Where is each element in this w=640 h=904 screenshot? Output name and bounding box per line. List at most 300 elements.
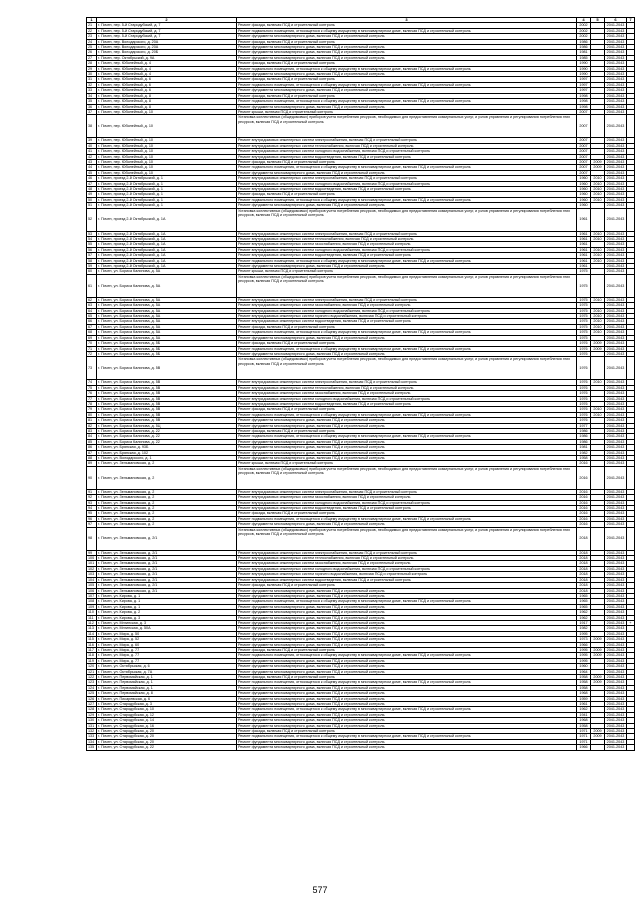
cell-row-number: 117 [87, 647, 97, 652]
cell-planned-period: 2041-2043 [605, 192, 627, 197]
repair-plan-table [86, 17, 635, 751]
cell-work-type: Ремонт фундамента многоквартирного дома, включая ПСД и строительный контроль [237, 588, 577, 593]
cell-row-number: 27 [87, 55, 97, 60]
cell-work-type: Ремонт внутридомовых инженерных систем электроснабжения, включая ПСД и строительный контроль [237, 489, 577, 494]
cell-planned-period: 2041-2043 [605, 428, 627, 433]
cell-build-year: 2007 [577, 149, 591, 154]
cell-build-year: 1917 [577, 620, 591, 625]
cell-planned-period: 2041-2043 [605, 165, 627, 170]
cell-last-repair-year [591, 357, 605, 380]
cell-work-type: Ремонт внутридомовых инженерных систем газоснабжения, включая ПСД и строительный контроль [237, 561, 577, 566]
cell-row-number: 106 [87, 588, 97, 593]
cell-work-type: Ремонт внутридомовых инженерных систем электроснабжения, включая ПСД и строительный контроль [237, 176, 577, 181]
cell-planned-period: 2041-2043 [605, 572, 627, 577]
cell-planned-period: 2041-2043 [605, 159, 627, 164]
cell-build-year: 2018 [577, 527, 591, 550]
cell-work-type: Ремонт фундамента многоквартирного дома, включая ПСД и строительный контроль [237, 55, 577, 60]
cell-address: г. Почеп, пер. Юбилейный, д. 10 [97, 115, 237, 138]
cell-address: г. Почеп, ул. Зельмановская, д. 2/1 [97, 566, 237, 571]
cell-planned-period: 2041-2043 [605, 615, 627, 620]
cell-planned-period: 2041-2043 [605, 77, 627, 82]
cell-build-year: 2002 [577, 23, 591, 28]
cell-planned-period: 2041-2043 [605, 680, 627, 685]
cell-row-number: 82 [87, 423, 97, 428]
cell-planned-period: 2041-2043 [605, 82, 627, 87]
cell-row-number: 55 [87, 242, 97, 247]
cell-planned-period: 2041-2043 [605, 466, 627, 489]
cell-planned-period: 2041-2043 [605, 401, 627, 406]
cell-planned-period: 2041-2043 [605, 696, 627, 701]
cell-row-number: 123 [87, 680, 97, 685]
cell-build-year: 1981 [577, 50, 591, 55]
cell-last-repair-year [591, 208, 605, 231]
cell-row-number: 60 [87, 269, 97, 274]
cell-work-type: Ремонт фундамента многоквартирного дома, включая ПСД и строительный контроль [237, 456, 577, 461]
document-sheet [86, 17, 634, 751]
cell-build-year: 1968 [577, 691, 591, 696]
cell-row-number: 71 [87, 346, 97, 351]
cell-row-number: 40 [87, 143, 97, 148]
cell-build-year: 1986 [577, 428, 591, 433]
cell-address: г. Почеп, ул. Бориса Калинова, д. 5В [97, 412, 237, 417]
cell-address: г. Почеп, проезд 2-й Октябрьский, д. 1А [97, 208, 237, 231]
cell-work-type: Ремонт фундамента многоквартирного дома, включая ПСД и строительный контроль [237, 691, 577, 696]
cell-last-repair-year: 2009 [591, 341, 605, 346]
cell-address: г. Почеп, ул. Бориса Калинова, д. 5А [97, 330, 237, 335]
cell-build-year: 1976 [577, 407, 591, 412]
cell-last-repair-year: 2010 [591, 237, 605, 242]
table-row [87, 745, 635, 750]
cell-address: г. Почеп, пер. Юбилейный, д. 10 [97, 159, 237, 164]
cell-work-type: Ремонт фундамента многоквартирного дома, включая ПСД и строительный контроль [237, 712, 577, 717]
cell-address: г. Почеп, ул. Бориса Калинова, д. 5А [97, 308, 237, 313]
cell-planned-period: 2041-2043 [605, 34, 627, 39]
cell-address: г. Почеп, ул. Мира, д. 60 [97, 642, 237, 647]
cell-row-number: 28 [87, 61, 97, 66]
cell-planned-period: 2041-2043 [605, 675, 627, 680]
cell-address: г. Почеп, пер. Юбилейный, д. 4 [97, 72, 237, 77]
cell-work-type: Ремонт фундамента многоквартирного дома, включая ПСД и строительный контроль [237, 593, 577, 598]
cell-work-type: Ремонт фундамента многоквартирного дома, включая ПСД и строительный контроль [237, 696, 577, 701]
cell-build-year: 1962 [577, 615, 591, 620]
cell-planned-period: 2041-2043 [605, 203, 627, 208]
cell-build-year: 1961 [577, 208, 591, 231]
cell-work-type: Ремонт фундамента многоквартирного дома, включая ПСД и строительный контроль [237, 664, 577, 669]
cell-address: г. Почеп, ул. Бориса Калинова, д. 5А [97, 335, 237, 340]
cell-build-year: 1968 [577, 718, 591, 723]
cell-work-type: Ремонт фундамента многоквартирного дома, включая ПСД и строительный контроль [237, 620, 577, 625]
cell-address: г. Почеп, пер. 5-й Стародубский, д. 7 [97, 28, 237, 33]
cell-address: г. Почеп, ул. Бориса Калинова, д. 5А [97, 303, 237, 308]
cell-build-year: 1960 [577, 186, 591, 191]
cell-row-number: 89 [87, 461, 97, 466]
cell-row-number: 97 [87, 522, 97, 527]
cell-address: г. Почеп, ул. Бориса Калинова, д. 5В [97, 357, 237, 380]
cell-work-type: Ремонт фундамента многоквартирного дома, включая ПСД и строительный контроль [237, 615, 577, 620]
cell-work-type: Ремонт внутридомовых инженерных систем электроснабжения, включая ПСД и строительный контроль [237, 138, 577, 143]
cell-address: г. Почеп, ул. Бориса Калинова, д. 22 [97, 434, 237, 439]
cell-row-number: 112 [87, 620, 97, 625]
cell-row-number: 52 [87, 208, 97, 231]
cell-build-year: 1962 [577, 707, 591, 712]
cell-last-repair-year: 2010 [591, 319, 605, 324]
cell-address: г. Почеп, ул. Зельмановская, д. 2 [97, 500, 237, 505]
cell-address: г. Почеп, пер. 5-й Стародубский, д. 7 [97, 23, 237, 28]
cell-work-type: Ремонт внутридомовых инженерных систем холодного водоснабжения, включая ПСД и строительный контроль [237, 181, 577, 186]
cell-build-year: 2016 [577, 495, 591, 500]
cell-work-type: Ремонт фундамента многоквартирного дома, включая ПСД и строительный контроль [237, 439, 577, 444]
cell-address: г. Почеп, ул. Бориса Калинова, д. 5А [97, 319, 237, 324]
cell-build-year: 1976 [577, 391, 591, 396]
cell-work-type: Ремонт внутридомовых инженерных систем холодного водоснабжения, включая ПСД и строительный контроль [237, 247, 577, 252]
cell-work-type: Ремонт фасада, включая ПСД и строительный контроль [237, 511, 577, 516]
cell-planned-period: 2041-2043 [605, 357, 627, 380]
cell-work-type: Ремонт крыши, включая ПСД и строительный контроль [237, 461, 577, 466]
cell-build-year: 1959 [577, 696, 591, 701]
cell-row-number: 76 [87, 391, 97, 396]
cell-planned-period: 2041-2043 [605, 718, 627, 723]
cell-last-repair-year: 2010 [591, 247, 605, 252]
cell-planned-period: 2041-2043 [605, 664, 627, 669]
cell-row-number: 118 [87, 653, 97, 658]
cell-address: г. Почеп, ул. Стародубская, д. 22 [97, 745, 237, 750]
cell-build-year: 1998 [577, 104, 591, 109]
cell-planned-period: 2041-2043 [605, 319, 627, 324]
cell-last-repair-year: 2010 [591, 412, 605, 417]
cell-last-repair-year: 2010 [591, 176, 605, 181]
cell-build-year: 1971 [577, 734, 591, 739]
cell-work-type: Ремонт подвального помещения, относящегося к общему имуществу в многоквартирном доме, включая ПСД и строительный контроль [237, 165, 577, 170]
cell-row-number: 45 [87, 170, 97, 175]
column-header-4: 4 [577, 18, 591, 23]
cell-planned-period: 2041-2043 [605, 620, 627, 625]
cell-address: г. Почеп, ул. Мглинская, д. 50А [97, 626, 237, 631]
cell-row-number: 127 [87, 702, 97, 707]
cell-work-type: Ремонт фасада, включая ПСД и строительный контроль [237, 159, 577, 164]
cell-work-type: Ремонт фасада, включая ПСД и строительный контроль [237, 61, 577, 66]
cell-address: г. Почеп, пер. Юбилейный, д. 6 [97, 88, 237, 93]
cell-row-number: 42 [87, 154, 97, 159]
cell-row-number: 25 [87, 45, 97, 50]
cell-row-number: 114 [87, 631, 97, 636]
cell-planned-period: 2041-2043 [605, 335, 627, 340]
cell-build-year: 1976 [577, 401, 591, 406]
cell-build-year: 1998 [577, 93, 591, 98]
cell-row-number: 75 [87, 385, 97, 390]
cell-row-number: 115 [87, 637, 97, 642]
cell-address: г. Почеп, проезд 2-й Октябрьский, д. 1 [97, 197, 237, 202]
cell-planned-period: 2041-2043 [605, 745, 627, 750]
cell-work-type: Ремонт фундамента многоквартирного дома, включая ПСД и строительный контроль [237, 445, 577, 450]
cell-planned-period: 2041-2043 [605, 593, 627, 598]
cell-row-number: 47 [87, 181, 97, 186]
cell-build-year: 1958 [577, 685, 591, 690]
cell-build-year: 2007 [577, 154, 591, 159]
cell-build-year: 1976 [577, 346, 591, 351]
cell-work-type: Ремонт внутридомовых инженерных систем холодного водоснабжения, включая ПСД и строительный контроль [237, 149, 577, 154]
cell-row-number: 62 [87, 297, 97, 302]
cell-row-number: 49 [87, 192, 97, 197]
cell-last-repair-year: 2010 [591, 258, 605, 263]
cell-build-year: 1986 [577, 439, 591, 444]
cell-build-year: 1975 [577, 274, 591, 297]
cell-work-type: Ремонт внутридомовых инженерных систем горячего водоснабжения, включая ПСД и строительный контроль [237, 572, 577, 577]
cell-row-number: 102 [87, 566, 97, 571]
cell-build-year: 1961 [577, 258, 591, 263]
cell-work-type: Ремонт внутридомовых инженерных систем водоотведения, включая ПСД и строительный контроль [237, 506, 577, 511]
cell-build-year: 1958 [577, 723, 591, 728]
cell-address: г. Почеп, ул. Бориса Калинова, д. 5А [97, 274, 237, 297]
cell-row-number: 24 [87, 39, 97, 44]
cell-planned-period: 2041-2043 [605, 181, 627, 186]
cell-row-number: 57 [87, 253, 97, 258]
cell-work-type: Ремонт фасада, включая ПСД и строительный контроль [237, 341, 577, 346]
cell-planned-period: 2041-2043 [605, 61, 627, 66]
cell-build-year: 1986 [577, 45, 591, 50]
cell-planned-period: 2041-2043 [605, 186, 627, 191]
cell-address: г. Почеп, ул. Кирова, д. 1 [97, 599, 237, 604]
cell-last-repair-year: 2010 [591, 181, 605, 186]
cell-work-type: Ремонт фундамента многоквартирного дома, включая ПСД и строительный контроль [237, 351, 577, 356]
cell-build-year: 1961 [577, 237, 591, 242]
cell-address: г. Почеп, ул. Стародубская, д. 3 [97, 702, 237, 707]
cell-work-type: Установка коллективных (общедомовых) приборов учета потребления ресурсов, необходимых для предоставления коммунальных услуг, и узлов управления и регулирования потребления этих ресурсов, включая ПСД и строительный контроль [237, 527, 577, 550]
cell-last-repair-year: 2010 [591, 314, 605, 319]
cell-planned-period: 2041-2043 [605, 495, 627, 500]
cell-address: г. Почеп, ул. Зельмановская, д. 2/1 [97, 561, 237, 566]
cell-work-type: Ремонт внутридомовых инженерных систем водоотведения, включая ПСД и строительный контроль [237, 319, 577, 324]
cell-planned-period: 2041-2043 [605, 407, 627, 412]
cell-planned-period: 2041-2043 [605, 577, 627, 582]
cell-row-number: 105 [87, 583, 97, 588]
cell-build-year: 2007 [577, 165, 591, 170]
cell-build-year: 1995 [577, 631, 591, 636]
cell-address: г. Почеп, ул. Стародубская, д. 20 [97, 734, 237, 739]
cell-build-year: 1965 [577, 593, 591, 598]
cell-row-number: 41 [87, 149, 97, 154]
cell-work-type: Ремонт фундамента многоквартирного дома, включая ПСД и строительный контроль [237, 45, 577, 50]
cell-row-number: 113 [87, 626, 97, 631]
cell-planned-period: 2041-2043 [605, 702, 627, 707]
cell-planned-period: 2041-2043 [605, 149, 627, 154]
cell-work-type: Ремонт фундамента многоквартирного дома, включая ПСД и строительный контроль [237, 669, 577, 674]
cell-build-year: 1960 [577, 181, 591, 186]
cell-last-repair-year [591, 527, 605, 550]
cell-work-type: Ремонт фундамента многоквартирного дома, включая ПСД и строительный контроль [237, 418, 577, 423]
cell-planned-period: 2041-2043 [605, 653, 627, 658]
cell-address: г. Почеп, ул. Зельмановская, д. 2 [97, 516, 237, 521]
cell-address: г. Почеп, ул. Бориса Калинова, д. 5В [97, 407, 237, 412]
cell-address: г. Почеп, ул. Октябрьская, д. 6 [97, 664, 237, 669]
cell-work-type: Ремонт крыши, включая ПСД и строительный контроль [237, 269, 577, 274]
cell-build-year: 1975 [577, 330, 591, 335]
cell-planned-period: 2041-2043 [605, 500, 627, 505]
cell-address: г. Почеп, пер. Володарского, д. 20А [97, 45, 237, 50]
cell-last-repair-year: 2010 [591, 186, 605, 191]
cell-work-type: Ремонт внутридомовых инженерных систем горячего водоснабжения, включая ПСД и строительный контроль [237, 314, 577, 319]
cell-build-year: 1976 [577, 385, 591, 390]
cell-work-type: Ремонт внутридомовых инженерных систем водоотведения, включая ПСД и строительный контроль [237, 154, 577, 159]
cell-planned-period: 2041-2043 [605, 23, 627, 28]
cell-planned-period: 2041-2043 [605, 631, 627, 636]
cell-build-year: 2002 [577, 34, 591, 39]
cell-address: г. Почеп, пер. Юбилейный, д. 8 [97, 99, 237, 104]
cell-row-number: 108 [87, 599, 97, 604]
cell-build-year: 2018 [577, 550, 591, 555]
cell-planned-period: 2041-2043 [605, 739, 627, 744]
cell-build-year: 1975 [577, 324, 591, 329]
cell-planned-period: 2041-2043 [605, 712, 627, 717]
cell-build-year: 1962 [577, 610, 591, 615]
cell-last-repair-year: 2010 [591, 231, 605, 236]
cell-address: г. Почеп, ул. Бориса Калинова, д. 5Б [97, 351, 237, 356]
cell-planned-period: 2041-2043 [605, 385, 627, 390]
cell-row-number: 39 [87, 138, 97, 143]
cell-row-number: 69 [87, 335, 97, 340]
cell-build-year: 1958 [577, 456, 591, 461]
cell-work-type: Установка коллективных (общедомовых) приборов учета потребления ресурсов, необходимых для предоставления коммунальных услуг, и узлов управления и регулирования потребления этих ресурсов, включая ПСД и строительный контроль [237, 357, 577, 380]
cell-last-repair-year: 2010 [591, 297, 605, 302]
cell-address: г. Почеп, ул. Октябрьская, д. 7А [97, 669, 237, 674]
cell-build-year: 2002 [577, 28, 591, 33]
cell-planned-period: 2041-2043 [605, 669, 627, 674]
cell-build-year: 1966 [577, 745, 591, 750]
cell-address: г. Почеп, ул. Бориса Калинова, д. 5А [97, 269, 237, 274]
cell-address: г. Почеп, ул. Зельмановская, д. 2 [97, 506, 237, 511]
cell-work-type: Ремонт фасада, включая ПСД и строительный контроль [237, 428, 577, 433]
cell-last-repair-year: 2010 [591, 324, 605, 329]
cell-build-year: 1990 [577, 61, 591, 66]
cell-build-year: 1975 [577, 314, 591, 319]
cell-build-year: 1941 [577, 712, 591, 717]
cell-row-number: 31 [87, 77, 97, 82]
cell-row-number: 79 [87, 407, 97, 412]
cell-note [627, 357, 635, 380]
cell-build-year: 1976 [577, 396, 591, 401]
cell-row-number: 63 [87, 303, 97, 308]
cell-planned-period: 2041-2043 [605, 351, 627, 356]
cell-planned-period: 2041-2043 [605, 66, 627, 71]
cell-planned-period: 2041-2043 [605, 604, 627, 609]
cell-last-repair-year: 2010 [591, 253, 605, 258]
cell-address: г. Почеп, ул. Бориса Калинова, д. 5В [97, 391, 237, 396]
cell-planned-period: 2041-2043 [605, 556, 627, 561]
cell-row-number: 67 [87, 324, 97, 329]
cell-build-year: 2016 [577, 506, 591, 511]
cell-build-year: 1964 [577, 669, 591, 674]
cell-work-type: Ремонт внутридомовых инженерных систем холодного водоснабжения, включая ПСД и строительный контроль [237, 500, 577, 505]
cell-build-year: 1966 [577, 642, 591, 647]
cell-planned-period: 2041-2043 [605, 566, 627, 571]
cell-build-year: 1971 [577, 739, 591, 744]
cell-build-year: 2007 [577, 138, 591, 143]
cell-address: г. Почеп, ул. Мира, д. 50 [97, 631, 237, 636]
cell-build-year: 1960 [577, 664, 591, 669]
cell-row-number: 48 [87, 186, 97, 191]
cell-row-number: 101 [87, 561, 97, 566]
cell-last-repair-year: 2009 [591, 346, 605, 351]
cell-work-type: Ремонт фундамента многоквартирного дома, включая ПСД и строительный контроль [237, 423, 577, 428]
cell-row-number: 120 [87, 664, 97, 669]
cell-address: г. Почеп, проезд 2-й Октябрьский, д. 1 [97, 176, 237, 181]
cell-work-type: Ремонт фундамента многоквартирного дома, включая ПСД и строительный контроль [237, 104, 577, 109]
cell-work-type: Ремонт фасада, включая ПСД и строительный контроль [237, 324, 577, 329]
cell-build-year: 1995 [577, 658, 591, 663]
cell-work-type: Ремонт внутридомовых инженерных систем водоотведения, включая ПСД и строительный контроль [237, 401, 577, 406]
cell-planned-period: 2041-2043 [605, 434, 627, 439]
cell-address: г. Почеп, ул. Бориса Калинова, д. 22 [97, 428, 237, 433]
cell-build-year: 1975 [577, 319, 591, 324]
cell-row-number: 38 [87, 115, 97, 138]
cell-planned-period: 2041-2043 [605, 154, 627, 159]
cell-work-type: Ремонт фасада, включая ПСД и строительный контроль [237, 93, 577, 98]
cell-planned-period: 2041-2043 [605, 170, 627, 175]
cell-work-type: Ремонт фасада, включая ПСД и строительный контроль [237, 77, 577, 82]
cell-note [627, 115, 635, 138]
cell-row-number: 99 [87, 550, 97, 555]
cell-row-number: 95 [87, 511, 97, 516]
cell-build-year: 1977 [577, 423, 591, 428]
cell-work-type: Ремонт внутридомовых инженерных систем газоснабжения, включая ПСД и строительный контроль [237, 303, 577, 308]
cell-row-number: 23 [87, 34, 97, 39]
cell-build-year: 2007 [577, 170, 591, 175]
cell-last-repair-year: 2009 [591, 637, 605, 642]
cell-address: г. Почеп, проезд 2-й Октябрьский, д. 1А [97, 247, 237, 252]
cell-row-number: 132 [87, 729, 97, 734]
cell-row-number: 59 [87, 264, 97, 269]
cell-row-number: 66 [87, 319, 97, 324]
cell-build-year: 1961 [577, 702, 591, 707]
cell-row-number: 70 [87, 341, 97, 346]
cell-planned-period: 2041-2043 [605, 391, 627, 396]
cell-work-type: Ремонт фасада, включая ПСД и строительный контроль [237, 23, 577, 28]
cell-work-type: Ремонт подвального помещения, относящегося к общему имуществу в многоквартирном доме, включая ПСД и строительный контроль [237, 599, 577, 604]
cell-address: г. Почеп, ул. Первомайская, д. 1 [97, 680, 237, 685]
cell-planned-period: 2041-2043 [605, 610, 627, 615]
cell-build-year: 1961 [577, 264, 591, 269]
column-header-3: 3 [237, 18, 577, 23]
cell-build-year: 1976 [577, 357, 591, 380]
cell-work-type: Ремонт фундамента многоквартирного дома, включая ПСД и строительный контроль [237, 658, 577, 663]
cell-planned-period: 2041-2043 [605, 303, 627, 308]
cell-work-type: Ремонт фундамента многоквартирного дома, включая ПСД и строительный контроль [237, 631, 577, 636]
cell-address: г. Почеп, ул. Первомайская, д. 1 [97, 675, 237, 680]
cell-row-number: 93 [87, 500, 97, 505]
cell-work-type: Ремонт фасада, включая ПСД и строительный контроль [237, 647, 577, 652]
cell-work-type: Ремонт внутридомовых инженерных систем электроснабжения, включая ПСД и строительный контроль [237, 550, 577, 555]
cell-address: г. Почеп, проезд 2-й Октябрьский, д. 1 [97, 192, 237, 197]
cell-planned-period: 2041-2043 [605, 707, 627, 712]
cell-row-number: 56 [87, 247, 97, 252]
cell-last-repair-year: 2009 [591, 653, 605, 658]
cell-build-year: 2016 [577, 489, 591, 494]
cell-address: г. Почеп, пер. Юбилейный, д. 10 [97, 170, 237, 175]
cell-row-number: 109 [87, 604, 97, 609]
cell-build-year: 2018 [577, 556, 591, 561]
cell-work-type: Ремонт подвального помещения, относящегося к общему имуществу в многоквартирном доме, включая ПСД и строительный контроль [237, 412, 577, 417]
cell-last-repair-year: 2009 [591, 159, 605, 164]
cell-planned-period: 2041-2043 [605, 461, 627, 466]
cell-build-year: 1960 [577, 176, 591, 181]
cell-planned-period: 2041-2043 [605, 516, 627, 521]
cell-build-year: 2018 [577, 561, 591, 566]
cell-build-year: 2016 [577, 511, 591, 516]
cell-build-year: 1971 [577, 729, 591, 734]
cell-planned-period: 2041-2043 [605, 115, 627, 138]
cell-work-type: Ремонт фундамента многоквартирного дома, включая ПСД и строительный контроль [237, 50, 577, 55]
cell-address: г. Почеп, ул. Володарского, д. 1 [97, 456, 237, 461]
cell-build-year: 1958 [577, 675, 591, 680]
